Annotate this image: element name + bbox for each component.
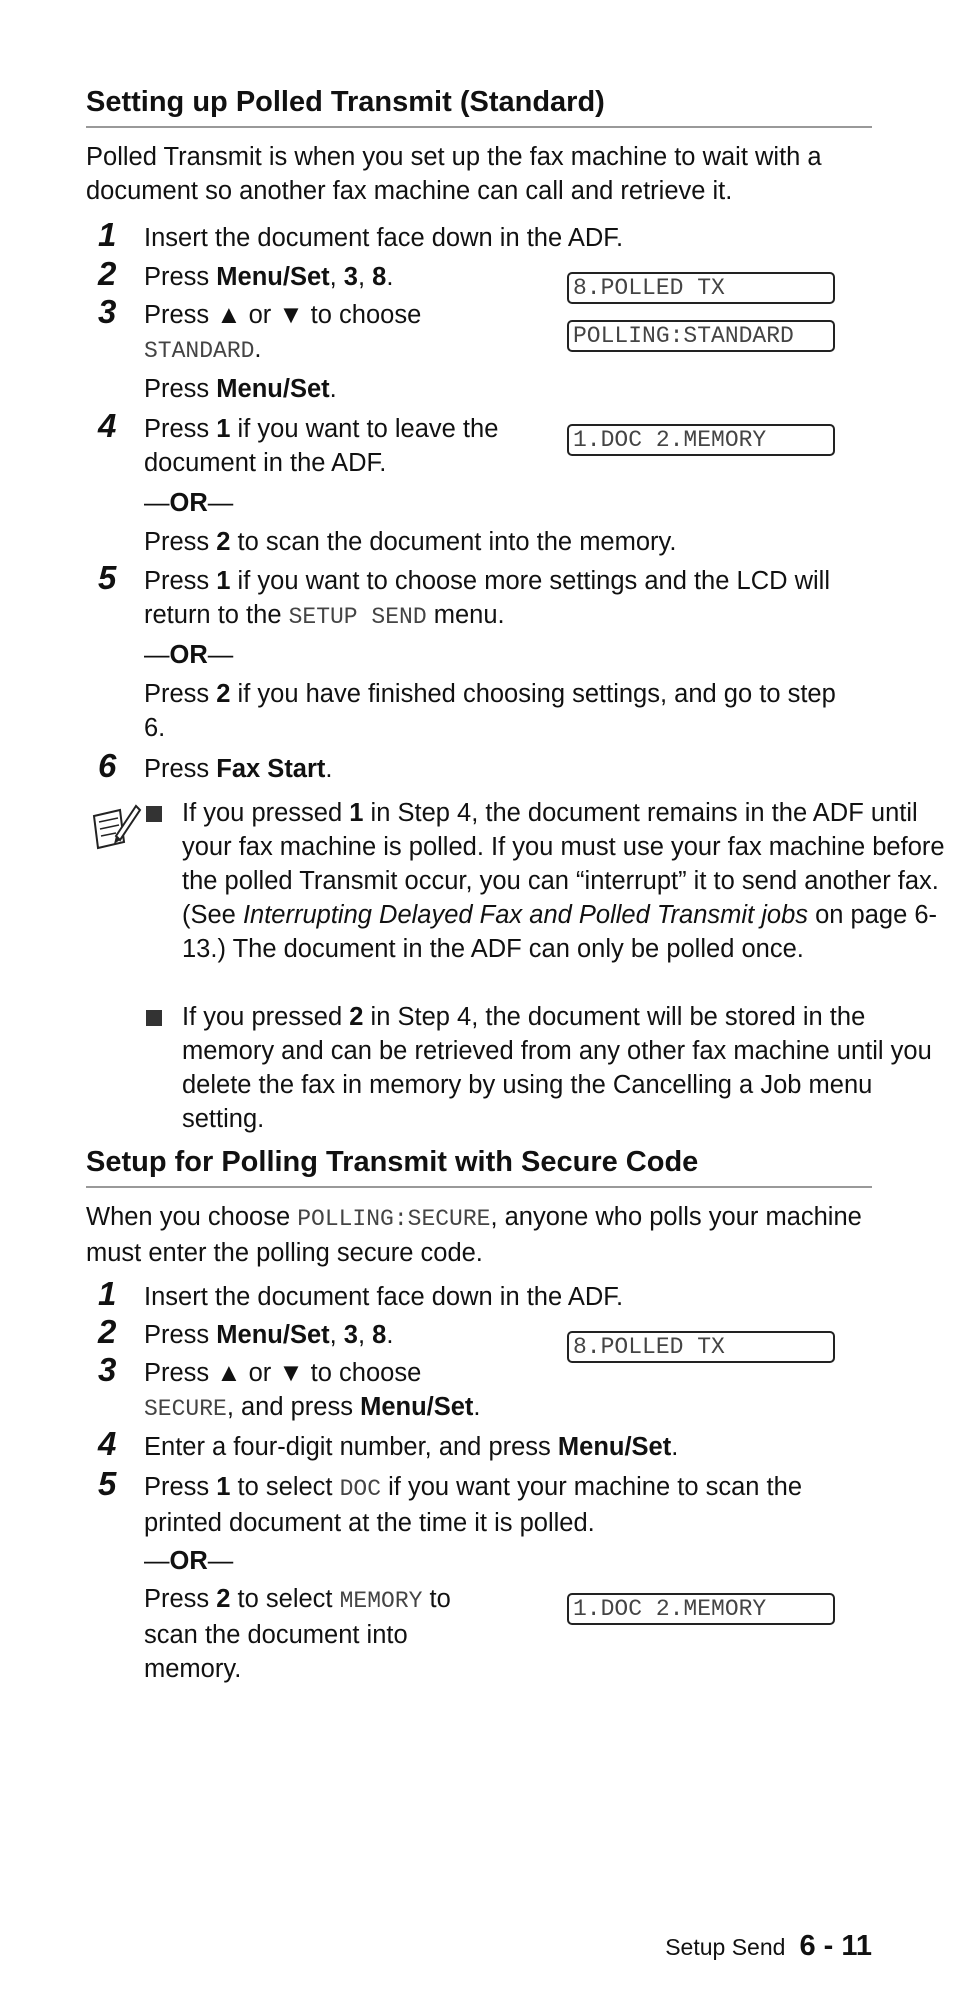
step-number: 3 <box>98 1351 117 1388</box>
step-number: 3 <box>98 293 117 330</box>
step-number: 4 <box>98 1425 117 1462</box>
section-heading-secure-code: Setup for Polling Transmit with Secure Code <box>86 1144 872 1188</box>
bullet-marker <box>146 806 162 822</box>
step-number: 6 <box>98 747 117 784</box>
step-number: 1 <box>98 1275 117 1312</box>
step-4-alternative: Press 2 to scan the document into the memory. <box>144 528 677 556</box>
lcd-display: 8.POLLED TX <box>567 272 835 304</box>
step-text: Enter a four-digit number, and press Menu/Set. <box>144 1433 679 1461</box>
step-number: 5 <box>98 559 117 596</box>
step-text: Insert the document face down in the ADF. <box>144 1283 624 1311</box>
page-number: 6 - 11 <box>799 1930 872 1962</box>
footer-section-name: Setup Send <box>665 1934 786 1960</box>
lcd-display: POLLING:STANDARD <box>567 320 835 352</box>
step-number: 1 <box>98 216 117 253</box>
note-box <box>86 796 945 1136</box>
step-number: 2 <box>98 1313 117 1350</box>
step-text: Press 1 if you want to leave the document in the ADF. <box>144 415 499 477</box>
section-heading-polled-transmit: Setting up Polled Transmit (Standard) <box>86 84 872 128</box>
lcd-display: 8.POLLED TX <box>567 1331 835 1363</box>
or-separator: —OR— <box>144 489 234 517</box>
or-separator: —OR— <box>144 1547 234 1575</box>
step-number: 4 <box>98 407 117 444</box>
page-footer <box>665 1930 872 1963</box>
step-text: Press Fax Start. <box>144 755 333 783</box>
step-text: Press ▲ or ▼ to choose STANDARD. Press Menu/Set. <box>144 301 422 403</box>
step-text: Press 1 if you want to choose more settings and the LCD will return to the SETUP SEND menu. <box>144 567 831 630</box>
lcd-display: 1.DOC 2.MEMORY <box>567 1593 835 1625</box>
note-bullet-2: If you pressed 2 in Step 4, the document will be stored in the memory and can be retrieved from any other fax machine until you delete the fax in memory by using the Cancelling a Job menu setting. <box>182 1003 932 1133</box>
step-text: Press Menu/Set, 3, 8. <box>144 263 394 291</box>
step-text: Press ▲ or ▼ to choose SECURE, and press Menu/Set. <box>144 1359 481 1422</box>
or-separator: —OR— <box>144 641 234 669</box>
step-text: Press Menu/Set, 3, 8. <box>144 1321 394 1349</box>
note-pencil-icon <box>90 802 142 854</box>
section-intro: When you choose POLLING:SECURE, anyone who polls your machine must enter the polling secure code. <box>86 1203 862 1267</box>
step-text: Insert the document face down in the ADF. <box>144 224 624 252</box>
step-number: 5 <box>98 1465 117 1502</box>
step-text: Press 1 to select DOC if you want your machine to scan the printed document at the time it is polled. <box>144 1473 803 1537</box>
lcd-display: 1.DOC 2.MEMORY <box>567 424 835 456</box>
step-number: 2 <box>98 255 117 292</box>
step-5-alternative: Press 2 if you have finished choosing settings, and go to step 6. <box>144 680 836 742</box>
step-5-alternative: Press 2 to select MEMORY to scan the document into memory. <box>144 1585 451 1683</box>
note-bullet-1: If you pressed 1 in Step 4, the document remains in the ADF until your fax machine is polled. If you must use your fax machine before the polled Transmit occur, you can “interrupt” it to send another fax. (See Interrupting Delayed Fax and Polled Transmit jobs on page 6-13.) The document in the ADF can only be polled once. <box>182 799 945 963</box>
section-intro: Polled Transmit is when you set up the fax machine to wait with a document so another fax machine can call and retrieve it. <box>86 143 822 205</box>
bullet-marker <box>146 1010 162 1026</box>
